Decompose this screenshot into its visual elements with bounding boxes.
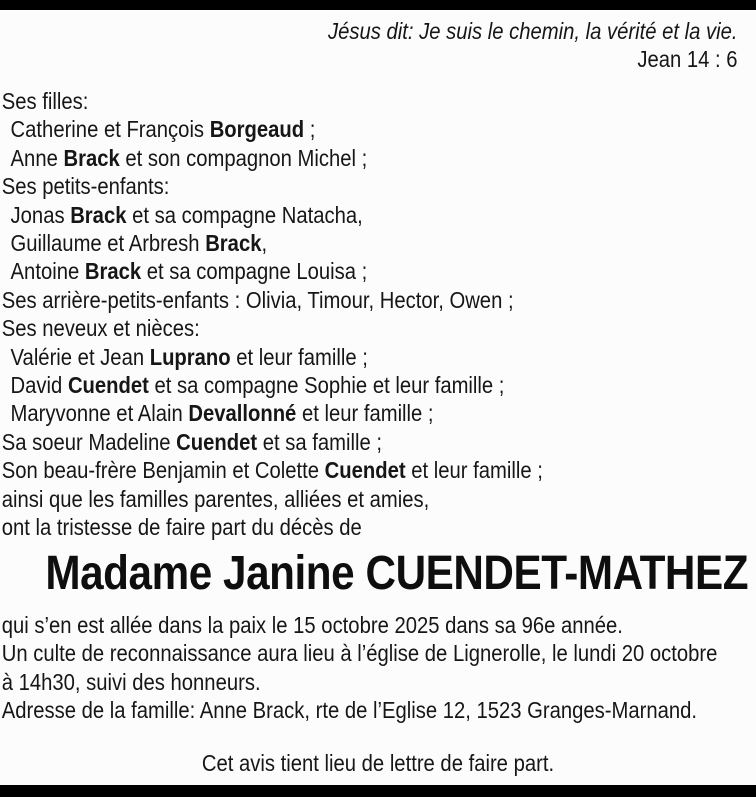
- announcement-line: Adresse de la famille: Anne Brack, rte de l’Eglise 12, 1523 Granges-Marnand.: [1, 697, 698, 723]
- family-line: [2, 144, 666, 172]
- family-text: et sa famille ;: [257, 428, 382, 455]
- family-text: Ses filles:: [1, 88, 89, 114]
- family-text: Sa soeur Madeline: [1, 428, 177, 455]
- family-text: Anne: [10, 144, 64, 171]
- family-line: [2, 229, 666, 257]
- family-list: [0, 87, 665, 542]
- announcement-line: à 14h30, suivi des honneurs.: [1, 668, 261, 695]
- bible-quote: Jésus dit: Je suis le chemin, la vérité et la vie.: [328, 18, 738, 44]
- family-text: Ses neveux et nièces:: [1, 315, 200, 342]
- announcement-line: Un culte de reconnaissance aura lieu à l’église de Lignerolle, le lundi 20 octobre: [1, 640, 718, 666]
- notice-content: [0, 10, 756, 777]
- family-text: et son compagnon Michel ;: [119, 144, 368, 171]
- family-text: ,: [261, 230, 268, 257]
- family-text: Catherine et François: [10, 116, 210, 143]
- family-text: Guillaume et Arbresh: [10, 230, 206, 257]
- announcement-line: qui s’en est allée dans la paix le 15 octobre 2025 dans sa 96e année.: [1, 611, 623, 638]
- family-line: [2, 201, 666, 229]
- family-text: Ses arrière-petits-enfants : Olivia, Timour, Hector, Owen ;: [1, 286, 514, 313]
- family-text: Ses petits-enfants:: [1, 173, 170, 200]
- family-text: ainsi que les familles parentes, alliées et amies,: [1, 485, 430, 512]
- family-surname: Cuendet: [324, 457, 406, 484]
- family-line: [2, 286, 666, 314]
- family-line: [2, 172, 666, 200]
- closing-line: Cet avis tient lieu de lettre de faire part.: [201, 749, 555, 776]
- family-text: et sa compagne Natacha,: [126, 201, 363, 228]
- family-surname: Luprano: [149, 343, 231, 370]
- family-text: Son beau-frère Benjamin et Colette: [1, 457, 325, 484]
- family-surname: Brack: [63, 144, 120, 171]
- family-line: [2, 257, 666, 285]
- epigraph: [91, 17, 756, 73]
- family-line: [2, 485, 666, 513]
- family-text: ;: [304, 116, 316, 143]
- family-text: et sa compagne Louisa ;: [141, 258, 368, 285]
- family-text: Antoine: [10, 258, 85, 285]
- family-text: Maryvonne et Alain: [10, 400, 189, 427]
- family-text: ont la tristesse de faire part du décès de: [1, 514, 362, 541]
- deceased-name: Madame Janine CUENDET-MATHEZ: [45, 546, 749, 600]
- family-line: [2, 399, 666, 427]
- family-line: [2, 115, 666, 143]
- family-line: [2, 371, 666, 399]
- family-text: et sa compagne Sophie et leur famille ;: [148, 372, 505, 399]
- family-surname: Brack: [205, 230, 262, 257]
- family-text: David: [10, 372, 68, 399]
- family-surname: Borgeaud: [209, 116, 305, 143]
- family-text: Jonas: [10, 201, 71, 228]
- family-text: Valérie et Jean: [10, 343, 150, 370]
- family-surname: Cuendet: [176, 428, 258, 455]
- family-surname: Cuendet: [67, 372, 149, 399]
- family-text: et leur famille ;: [230, 343, 368, 370]
- family-text: et leur famille ;: [296, 400, 434, 427]
- family-line: [2, 314, 666, 342]
- family-surname: Brack: [84, 258, 142, 285]
- bible-reference: Jean 14 : 6: [637, 46, 738, 72]
- family-line: [2, 343, 666, 371]
- family-text: et leur famille ;: [405, 457, 543, 484]
- family-line: [2, 513, 666, 541]
- family-surname: Brack: [70, 201, 127, 228]
- bottom-border-bar: [0, 785, 756, 797]
- family-line: [2, 428, 666, 456]
- family-line: [2, 456, 666, 484]
- top-border-bar: [0, 0, 756, 10]
- announcement-paragraph: [0, 611, 718, 725]
- family-surname: Devallonné: [188, 400, 297, 427]
- family-line: [2, 87, 666, 115]
